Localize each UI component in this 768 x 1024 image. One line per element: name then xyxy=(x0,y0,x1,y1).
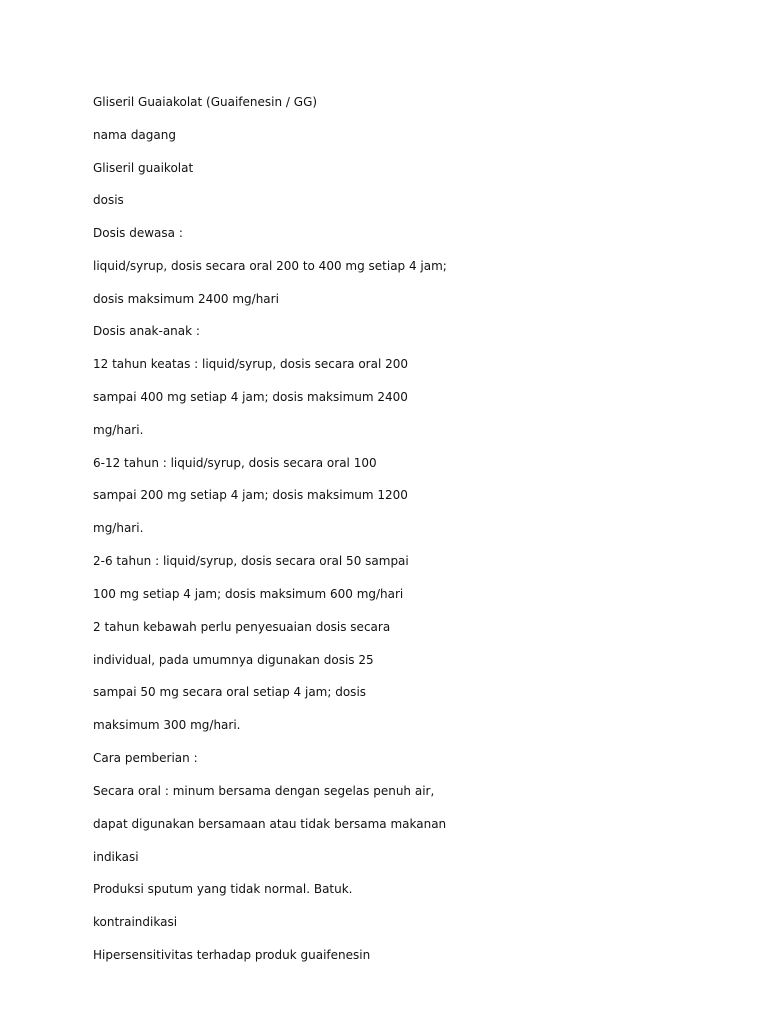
body-line: 12 tahun keatas : liquid/syrup, dosis secara oral 200 xyxy=(93,357,409,371)
body-line: 6-12 tahun : liquid/syrup, dosis secara oral 100 xyxy=(93,456,377,470)
document-title: Gliseril Guaiakolat (Guaifenesin / GG) xyxy=(93,95,318,109)
body-line: Produksi sputum yang tidak normal. Batuk. xyxy=(93,882,353,896)
heading-kontraindikasi: kontraindikasi xyxy=(93,915,178,929)
body-line: mg/hari. xyxy=(93,521,144,535)
subheading-cara-pemberian: Cara pemberian : xyxy=(93,751,198,765)
body-line: dapat digunakan bersamaan atau tidak bersama makanan xyxy=(93,817,447,831)
subheading-dosis-dewasa: Dosis dewasa : xyxy=(93,226,183,240)
subheading-dosis-anak: Dosis anak-anak : xyxy=(93,324,200,338)
heading-dosis: dosis xyxy=(93,193,124,207)
body-line: 2-6 tahun : liquid/syrup, dosis secara oral 50 sampai xyxy=(93,554,409,568)
body-line: Secara oral : minum bersama dengan segelas penuh air, xyxy=(93,784,435,798)
trade-name: Gliseril guaikolat xyxy=(93,161,194,175)
body-line: sampai 400 mg setiap 4 jam; dosis maksimum 2400 xyxy=(93,390,408,404)
body-line: 100 mg setiap 4 jam; dosis maksimum 600 mg/hari xyxy=(93,587,404,601)
body-line: sampai 200 mg setiap 4 jam; dosis maksimum 1200 xyxy=(93,488,408,502)
body-line: Hipersensitivitas terhadap produk guaifenesin xyxy=(93,948,371,962)
body-line: mg/hari. xyxy=(93,423,144,437)
body-line: maksimum 300 mg/hari. xyxy=(93,718,241,732)
body-line: dosis maksimum 2400 mg/hari xyxy=(93,292,279,306)
body-line: 2 tahun kebawah perlu penyesuaian dosis secara xyxy=(93,620,391,634)
heading-nama-dagang: nama dagang xyxy=(93,128,176,142)
body-line: liquid/syrup, dosis secara oral 200 to 400 mg setiap 4 jam; xyxy=(93,259,447,273)
heading-indikasi: indikasi xyxy=(93,850,139,864)
body-line: sampai 50 mg secara oral setiap 4 jam; dosis xyxy=(93,685,367,699)
body-line: individual, pada umumnya digunakan dosis 25 xyxy=(93,653,374,667)
